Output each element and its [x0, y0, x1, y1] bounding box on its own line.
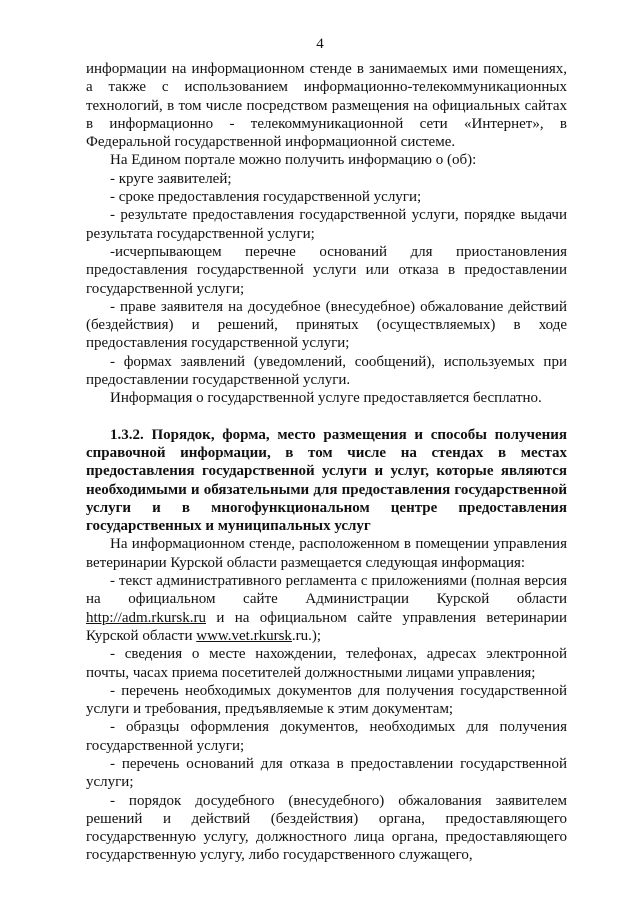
list-item: - перечень оснований для отказа в предоставлении государственной услуги; [86, 755, 567, 791]
page-number: 4 [316, 36, 324, 52]
list-item: - сведения о месте нахождении, телефонах, адресах электронной почты, часах приема посетителей должностными лицами управления; [86, 646, 567, 681]
list-item-text: - текст административного регламента с приложениями (полная версия на официальном сайте Администрации Курской области [86, 573, 567, 608]
paragraph: Информация о государственной услуге предоставляется бесплатно. [110, 390, 542, 407]
list-item: - результате предоставления государственной услуги, порядке выдачи результата государственной услуги; [86, 207, 567, 242]
list-item: - сроке предоставления государственной услуги; [110, 189, 422, 206]
paragraph: На Едином портале можно получить информацию о (об): [110, 152, 477, 169]
section-heading: 1.3.2. Порядок, форма, место размещения и способы получения справочной информации, в том числе на стендах в местах предоставления государственной услуги и услуг, которые являются необходимыми и обязательными для предоставления государственной услуги и в многофункциональном центре предоставления государственных и муниципальных услуг [86, 426, 567, 535]
paragraph: информации на информационном стенде в занимаемых ими помещениях, а также с использованием информационно-телекоммуникационных технологий, в том числе посредством размещения на официальных сайтах в информационно - телекоммуникационной сети «Интернет», в Федеральной государственной информационной системе. [86, 61, 567, 151]
paragraph: На информационном стенде, расположенном в помещении управления ветеринарии Курской области размещается следующая информация: [86, 536, 567, 571]
list-item: - кругe заявителей; [110, 170, 232, 187]
link[interactable]: http://adm.rkursk.ru [86, 609, 206, 626]
spacer [86, 408, 567, 426]
list-item: - праве заявителя на досудебное (внесудебное) обжалование действий (бездействия) и решений, принятых (осуществляемых) в ходе предоставления государственной услуги; [86, 298, 567, 352]
list-item: - образцы оформления документов, необходимых для получения государственной услуги; [86, 719, 567, 754]
list-item: - порядок досудебного (внесудебного) обжалования заявителем решений и действий (бездействия) органа, предоставляющего государственную услугу, должностного лица органа, предоставляющего государственную услугу, либо государственного служащего, [86, 792, 567, 864]
list-item: - формах заявлений (уведомлений, сообщений), используемых при предоставлении государственной услуги. [86, 353, 567, 389]
document-body [86, 60, 567, 865]
link[interactable]: www.vet.rkursk [196, 627, 292, 644]
list-item-text: .ru.); [291, 627, 322, 644]
list-item: - перечень необходимых документов для получения государственной услуги и требования, предъявляемые к этим документам; [86, 682, 567, 718]
list-item [86, 572, 567, 645]
list-item: -исчерпывающем перечне оснований для приостановления предоставления государственной услуги или отказа в предоставлении государственной услуги; [86, 243, 567, 297]
list-item-text: и на официальном сайте управления ветеринарии Курской области [86, 609, 567, 644]
